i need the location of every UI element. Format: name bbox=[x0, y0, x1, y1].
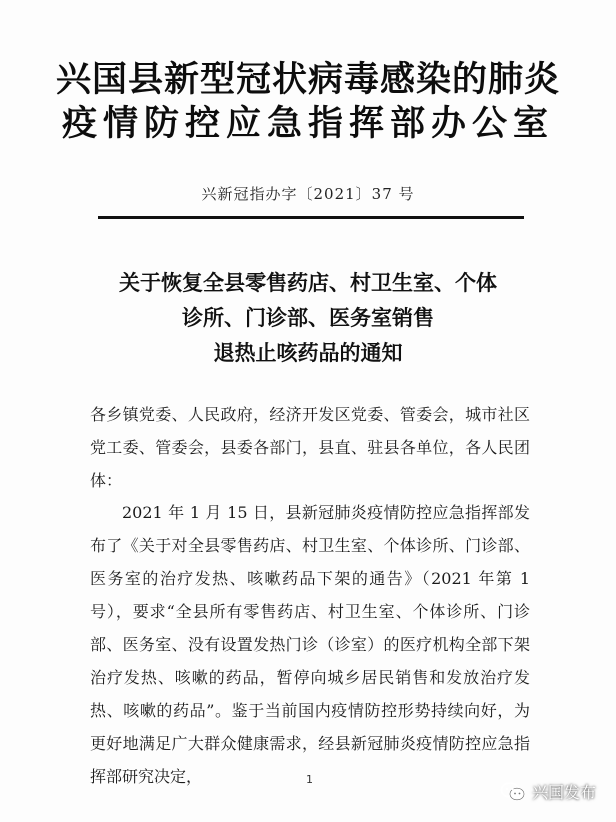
body-paragraph-1: 2021 年 1 月 15 日，县新冠肺炎疫情防控应急指挥部发布了《关于对全县零售药店、村卫生室、个体诊所、门诊部、医务室的治疗发热、咳嗽药品下架的通告》（2021 年第 1 号），要求“全县所有零售药店、村卫生室、个体诊所、门诊部、医务室、没有设置发热门诊（诊室）的医疗机构全部下架治疗发热、咳嗽的药品，暂停向城乡居民销售和发放治疗发热、咳嗽的药品”。鉴于当前国内疫情防控形势持续向好，为更好地满足广大群众健康需求，经县新冠肺炎疫情防控应急指挥部研究决定， bbox=[90, 503, 530, 786]
watermark-text: 兴国发布 bbox=[532, 783, 597, 802]
page-number: 1 bbox=[306, 773, 313, 786]
notice-title-line-2: 诊所、门诊部、医务室销售 bbox=[182, 305, 434, 330]
addressee-paragraph: 各乡镇党委、人民政府，经济开发区党委、管委会，城市社区党工委、管委会，县委各部门，县直、驻县各单位，各人民团体： bbox=[90, 405, 530, 490]
notice-title-line-1: 关于恢复全县零售药店、村卫生室、个体 bbox=[119, 270, 497, 295]
issuing-org-line-1: 兴国县新型冠状病毒感染的肺炎 bbox=[55, 59, 560, 100]
publisher-watermark bbox=[500, 780, 596, 803]
header-divider bbox=[98, 216, 524, 219]
document-number: 兴新冠指办字〔2021〕37 号 bbox=[201, 185, 415, 203]
notice-title-line-3: 退热止咳药品的通知 bbox=[213, 340, 403, 365]
issuing-org-line-2: 疫情防控应急指挥部办公室 bbox=[61, 103, 554, 144]
wechat-icon bbox=[500, 781, 526, 803]
